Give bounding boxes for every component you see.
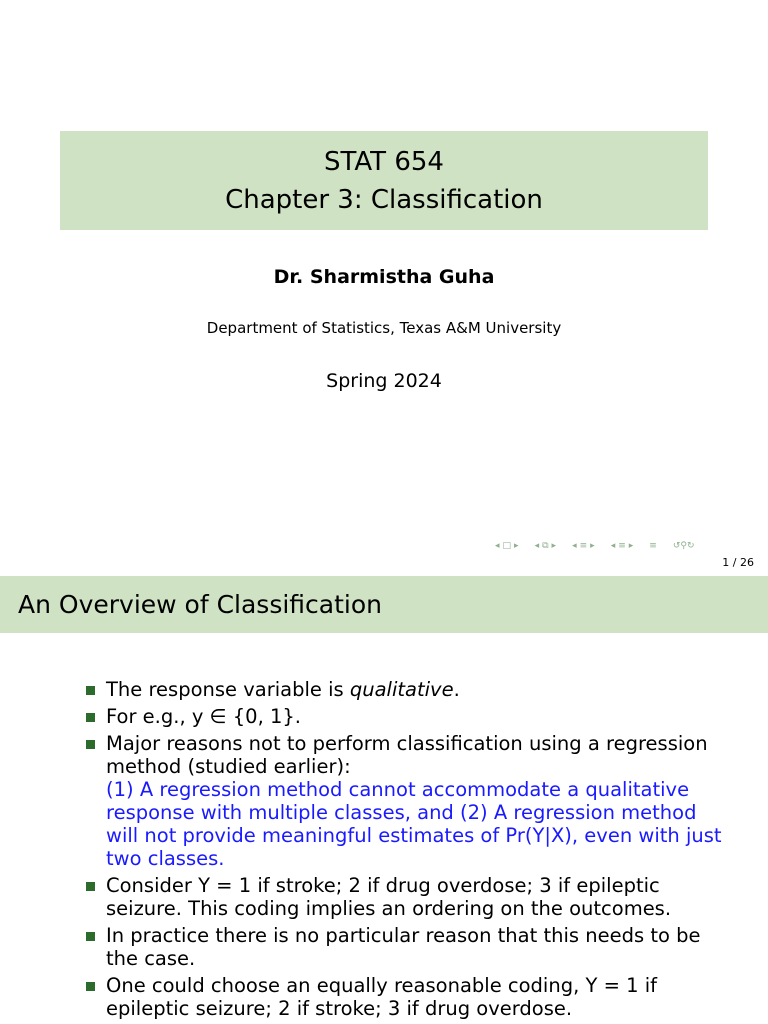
bullet-square-icon — [86, 713, 95, 722]
list-item: The response variable is qualitative. — [86, 678, 726, 701]
subsection-icon[interactable]: ⧉ — [542, 541, 549, 551]
frame-title: An Overview of Classification — [18, 590, 383, 619]
list-item: Consider Y = 1 if stroke; 2 if drug overdose; 3 if epileptic seizure. This coding implies an ordering on the outcomes. — [86, 874, 726, 920]
nav-prev-icon[interactable]: ◂ — [572, 541, 577, 551]
align-icon[interactable]: ≡ — [649, 541, 657, 551]
author-name: Dr. Sharmistha Guha — [273, 266, 495, 288]
nav-prev-icon[interactable]: ◂ — [495, 541, 500, 551]
frame-header — [0, 576, 768, 633]
department: Department of Statistics, Texas A&M University — [206, 319, 562, 337]
list-item: One could choose an equally reasonable coding, Y = 1 if epileptic seizure; 2 if stroke; 3 if drug overdose. — [86, 974, 726, 1020]
nav-prev-icon[interactable]: ◂ — [534, 541, 540, 551]
bullet-square-icon — [86, 982, 95, 991]
overview-slide — [0, 576, 768, 1024]
section-icon[interactable]: ≡ — [579, 541, 588, 551]
search-icon[interactable]: ↺⚲↻ — [672, 541, 695, 551]
title-box — [60, 131, 708, 230]
frame-icon[interactable]: □ — [502, 541, 512, 551]
nav-next-icon[interactable]: ▸ — [514, 541, 519, 551]
beamer-nav-bar — [495, 539, 765, 553]
course-title: STAT 654 — [324, 146, 444, 177]
nav-next-icon[interactable]: ▸ — [590, 541, 595, 551]
bullet-list — [86, 678, 726, 1024]
section-icon[interactable]: ≡ — [618, 541, 626, 551]
highlighted-text: (1) A regression method cannot accommodate a qualitative response with multiple classes, and (2) A regression method will not provide meaningful estimates of Pr(Y|X), even with just two classes. — [106, 778, 722, 870]
bullet-square-icon — [86, 740, 95, 749]
list-item: For e.g., y ∈ {0, 1}. — [86, 705, 726, 728]
bullet-square-icon — [86, 932, 95, 941]
nav-prev-icon[interactable]: ◂ — [610, 541, 616, 551]
list-item: Major reasons not to perform classification using a regression method (studied earlier): (1) A regression method cannot accommodate a qualitative response with multiple classes, and (2) A regression method will not provide meaningful estimates of Pr(Y|X), even with just two classes. — [86, 732, 726, 870]
bullet-square-icon — [86, 882, 95, 891]
chapter-title: Chapter 3: Classification — [225, 184, 543, 215]
list-item: In practice there is no particular reason that this needs to be the case. — [86, 924, 726, 970]
term: Spring 2024 — [326, 370, 442, 392]
page-number: 1 / 26 — [722, 556, 754, 569]
nav-next-icon[interactable]: ▸ — [628, 541, 634, 551]
bullet-square-icon — [86, 686, 95, 695]
nav-next-icon[interactable]: ▸ — [551, 541, 557, 551]
